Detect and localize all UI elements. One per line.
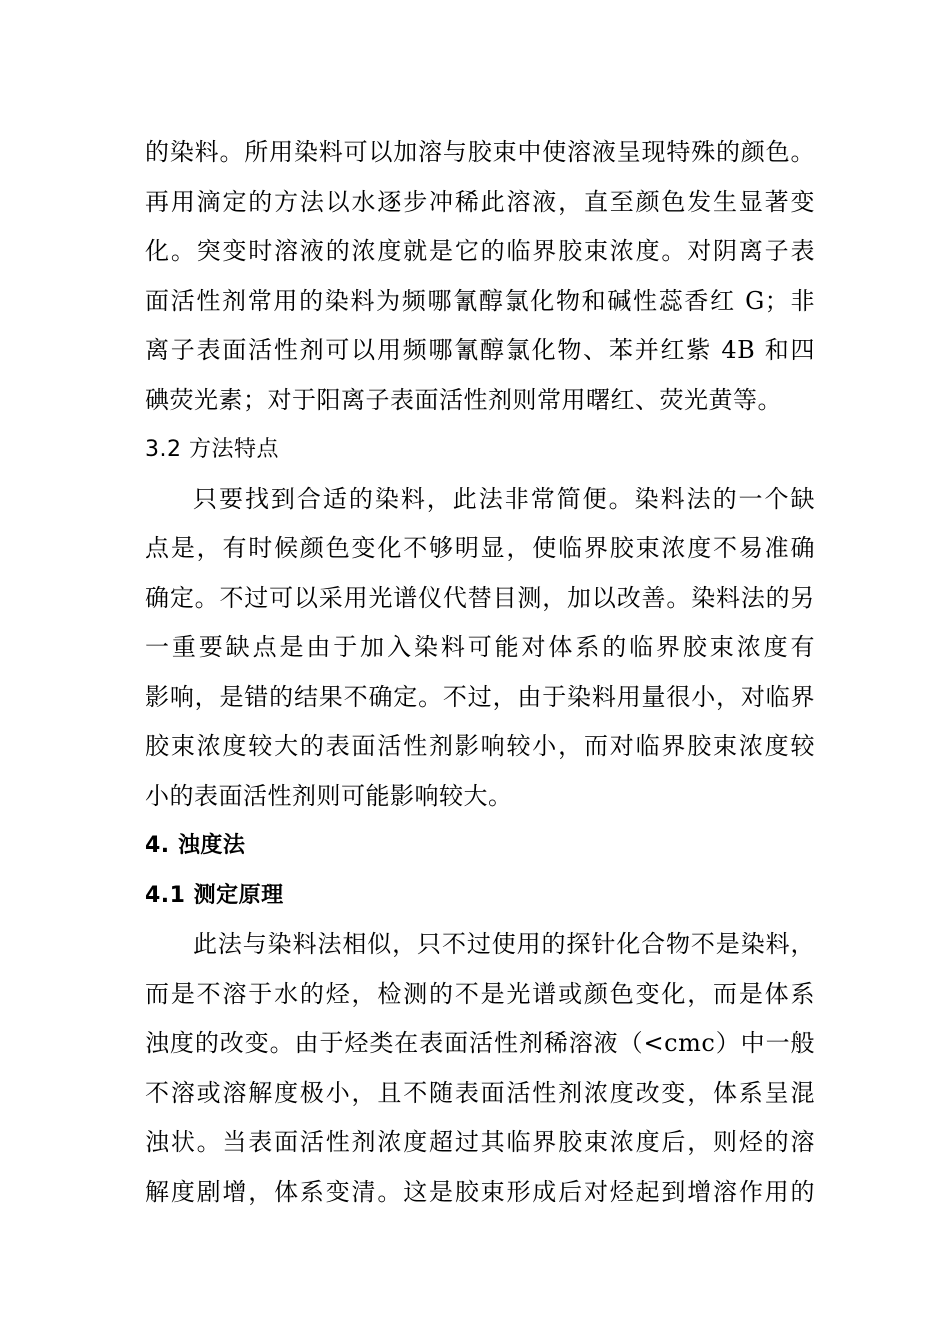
text-line: 浊度的改变。由于烃类在表面活性剂稀溶液（<cmc）中一般	[145, 1029, 815, 1057]
section-heading: 3.2 方法特点	[145, 437, 279, 462]
text-line: 再用滴定的方法以水逐步冲稀此溶液，直至颜色发生显著变	[145, 187, 815, 216]
text-line: 胶束浓度较大的表面活性剂影响较小，而对临界胶束浓度较	[145, 732, 815, 760]
text-line: 面活性剂常用的染料为频哪氰醇氯化物和碱性蕊香红 G；非	[145, 286, 815, 315]
text-line: 碘荧光素；对于阳离子表面活性剂则常用曙红、荧光黄等。	[145, 385, 782, 414]
text-line: 确定。不过可以采用光谱仪代替目测，加以改善。染料法的另	[145, 583, 815, 612]
text-line: 影响，是错的结果不确定。不过，由于染料用量很小，对临界	[145, 682, 815, 711]
text-line: 此法与染料法相似，只不过使用的探针化合物不是染料，	[193, 930, 815, 958]
text-line: 离子表面活性剂可以用频哪氰醇氯化物、苯并红紫 4B 和四	[145, 336, 815, 364]
text-line: 而是不溶于水的烃，检测的不是光谱或颜色变化，而是体系	[145, 979, 815, 1008]
section-heading: 4.1 测定原理	[145, 882, 284, 908]
text-line: 不溶或溶解度极小，且不随表面活性剂浓度改变，体系呈混	[145, 1078, 815, 1107]
text-line: 化。突变时溶液的浓度就是它的临界胶束浓度。对阴离子表	[145, 237, 815, 265]
text-line: 点是，有时候颜色变化不够明显，使临界胶束浓度不易准确	[145, 534, 815, 562]
text-line: 一重要缺点是由于加入染料可能对体系的临界胶束浓度有	[145, 633, 815, 661]
text-line: 的染料。所用染料可以加溶与胶束中使溶液呈现特殊的颜色。	[145, 138, 815, 166]
section-heading: 4. 浊度法	[145, 833, 246, 858]
text-line: 浊状。当表面活性剂浓度超过其临界胶束浓度后，则烃的溶	[145, 1128, 815, 1156]
text-line: 解度剧增，体系变清。这是胶束形成后对烃起到增溶作用的	[145, 1177, 815, 1206]
text-line: 小的表面活性剂则可能影响较大。	[145, 781, 513, 810]
document-body	[145, 128, 815, 1217]
text-line: 只要找到合适的染料，此法非常简便。染料法的一个缺	[193, 484, 815, 513]
